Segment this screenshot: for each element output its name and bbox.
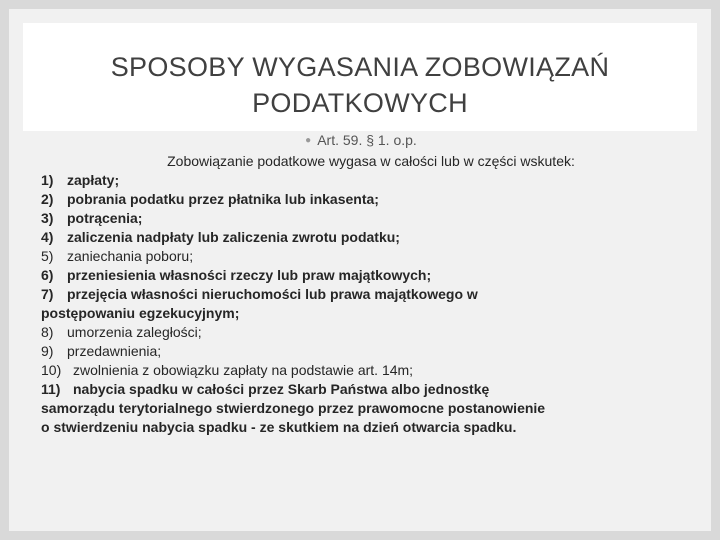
- list-item: 10) zwolnienia z obowiązku zapłaty na podstawie art. 14m;: [41, 362, 414, 378]
- intro-text: Zobowiązanie podatkowe wygasa w całości lub w części wskutek:: [167, 153, 575, 169]
- list-item: 4) zaliczenia nadpłaty lub zaliczenia zwrotu podatku;: [41, 229, 400, 245]
- bullet-icon: ●: [305, 135, 312, 146]
- list-item: 1) zapłaty;: [41, 172, 120, 188]
- list-item: 6) przeniesienia własności rzeczy lub praw majątkowych;: [41, 267, 432, 283]
- list-item-continuation: samorządu terytorialnego stwierdzonego przez prawomocne postanowienie: [41, 400, 546, 416]
- list-item-continuation: o stwierdzeniu nabycia spadku - ze skutkiem na dzień otwarcia spadku.: [41, 419, 517, 435]
- bullet-line: [41, 131, 681, 152]
- list-item: 11) nabycia spadku w całości przez Skarb Państwa albo jednostkę: [41, 381, 490, 397]
- title-line-1: SPOSOBY WYGASANIA ZOBOWIĄZAŃ: [110, 52, 610, 82]
- list-item: 7) przejęcia własności nieruchomości lub prawa majątkowego w: [41, 286, 478, 302]
- slide-title: [23, 49, 697, 121]
- list-item-continuation: postępowaniu egzekucyjnym;: [41, 305, 240, 321]
- bullet-text: Art. 59. § 1. o.p.: [317, 132, 417, 148]
- title-box: [23, 23, 697, 131]
- list-item: 9) przedawnienia;: [41, 343, 162, 359]
- list-item: 2) pobrania podatku przez płatnika lub inkasenta;: [41, 191, 379, 207]
- list-item: 8) umorzenia zaległości;: [41, 324, 202, 340]
- slide-content: [41, 131, 681, 437]
- list-item: 5) zaniechania poboru;: [41, 248, 194, 264]
- title-line-2: PODATKOWYCH: [252, 88, 468, 118]
- list-item: 3) potrącenia;: [41, 210, 143, 226]
